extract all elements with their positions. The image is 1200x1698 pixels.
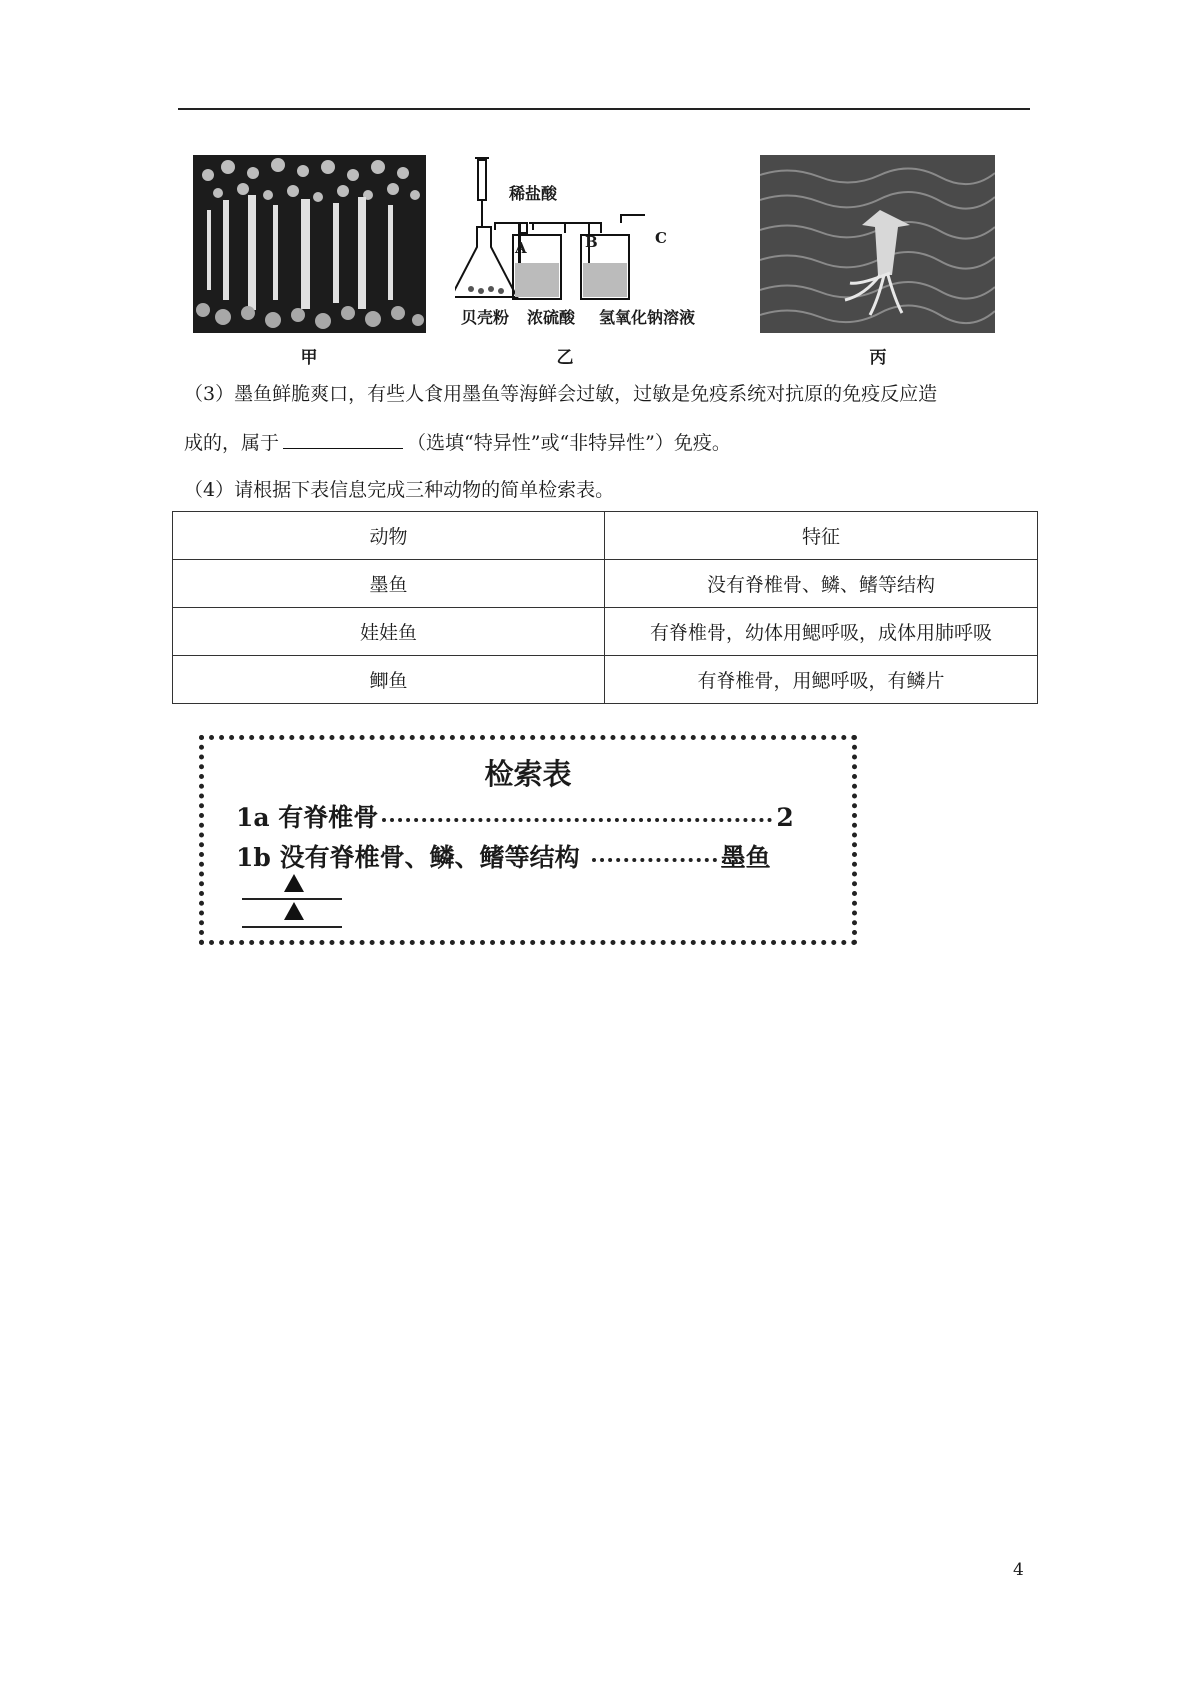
triangle-icon	[284, 874, 304, 892]
question3-line1: （3）墨鱼鲜脆爽口，有些人食用墨鱼等海鲜会过敏，过敏是免疫系统对抗原的免疫反应造	[184, 383, 938, 405]
reagent-label: 稀盐酸	[509, 184, 558, 203]
header-rule	[178, 108, 1030, 110]
table-cell-animal: 娃娃鱼	[173, 608, 605, 656]
answer-line-1[interactable]	[242, 870, 342, 900]
table-header-animal: 动物	[173, 512, 605, 560]
table-cell-feature: 没有脊椎骨、鳞、鳍等结构	[605, 560, 1038, 608]
key-box	[199, 735, 857, 945]
bottle-b-label: 浓硫酸	[527, 308, 576, 327]
key-line-1a-label: 1a 有脊椎骨	[236, 803, 379, 832]
table-cell-feature: 有脊椎骨，幼体用鳃呼吸，成体用肺呼吸	[605, 608, 1038, 656]
table-header-feature: 特征	[605, 512, 1038, 560]
key-line-1b-label: 1b 没有脊椎骨、鳞、鳍等结构	[236, 843, 580, 872]
page-number: 4	[1013, 1560, 1024, 1580]
table-cell-animal: 鲫鱼	[173, 656, 605, 704]
leader-dots	[382, 818, 772, 822]
question3-line2-after: （选填“特异性”或“非特异性”）免疫。	[407, 432, 731, 454]
table-row	[173, 608, 1038, 656]
table-header-row	[173, 512, 1038, 560]
cave-image	[193, 155, 426, 333]
leader-dots	[592, 858, 717, 862]
figure-yi	[455, 155, 715, 368]
table-row	[173, 656, 1038, 704]
point-b-label: B	[585, 233, 598, 251]
table-row	[173, 560, 1038, 608]
triangle-icon	[284, 902, 304, 920]
answer-blank[interactable]	[283, 428, 403, 449]
key-line-1b	[236, 838, 771, 874]
answer-line-2[interactable]	[242, 898, 342, 928]
table-cell-animal: 墨鱼	[173, 560, 605, 608]
bottle-c-label: 氢氧化钠溶液	[599, 308, 696, 327]
table-cell-feature: 有脊椎骨，用鳃呼吸，有鳞片	[605, 656, 1038, 704]
question3-line2	[184, 428, 731, 456]
point-c-label: C	[655, 229, 667, 247]
point-a-label: A	[515, 239, 527, 257]
figure-label-jia: 甲	[300, 348, 318, 368]
question3-line2-before: 成的，属于	[184, 432, 280, 454]
figure-label-bing: 丙	[869, 348, 887, 368]
figure-jia	[193, 155, 426, 368]
question4-text: （4）请根据下表信息完成三种动物的简单检索表。	[184, 479, 615, 501]
figure-label-yi: 乙	[556, 348, 574, 368]
figure-bing	[760, 155, 995, 368]
key-line-1b-result: 墨鱼	[720, 843, 771, 872]
key-line-1a-result: 2	[776, 803, 794, 832]
squid-image	[760, 155, 995, 333]
flask-label: 贝壳粉	[461, 308, 510, 327]
key-line-1a	[236, 798, 794, 834]
key-title: 检索表	[484, 757, 572, 791]
animal-table	[172, 511, 1038, 704]
